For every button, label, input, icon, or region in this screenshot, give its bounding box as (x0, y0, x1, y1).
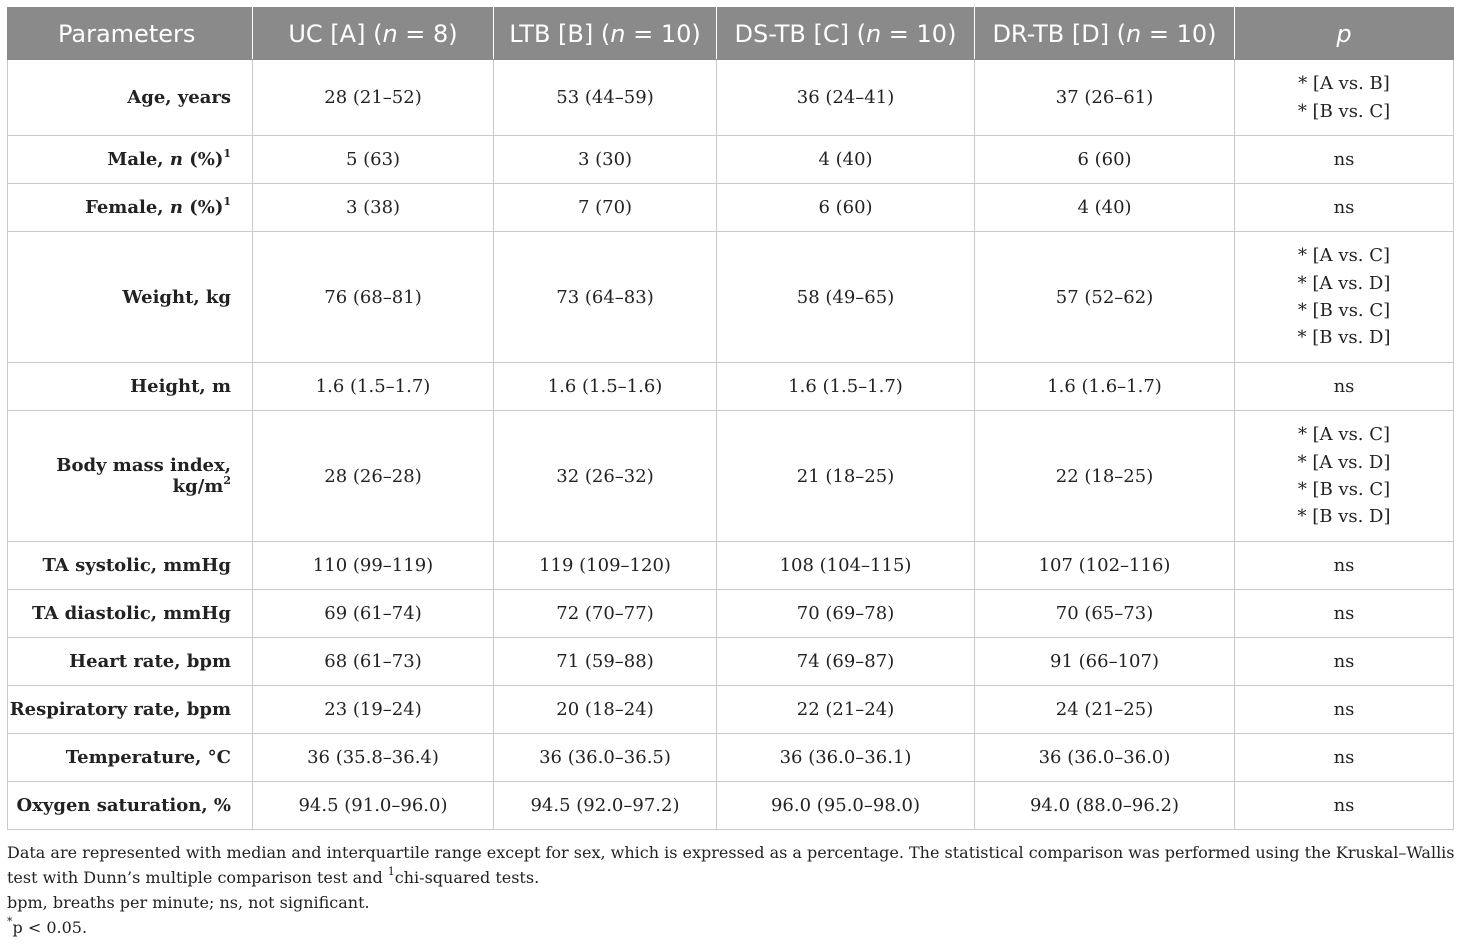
row-label: Heart rate, bpm (8, 638, 253, 686)
p-value-cell: ns (1235, 638, 1454, 686)
row-label: Height, m (8, 363, 253, 411)
table-cell: 1.6 (1.5–1.7) (253, 363, 494, 411)
table-cell: 108 (104–115) (717, 542, 975, 590)
table-row (8, 184, 1454, 232)
table-cell: 76 (68–81) (253, 232, 494, 363)
table-cell: 6 (60) (717, 184, 975, 232)
row-label: Age, years (8, 60, 253, 136)
table-cell: 36 (24–41) (717, 60, 975, 136)
table-row (8, 136, 1454, 184)
table-cell: 73 (64–83) (494, 232, 717, 363)
header-parameters: Parameters (8, 8, 253, 60)
row-label: Respiratory rate, bpm (8, 686, 253, 734)
p-value: * [B vs. D] (1297, 327, 1391, 349)
p-value-cell: ns (1235, 542, 1454, 590)
p-value-cell: ns (1235, 590, 1454, 638)
table-cell: 7 (70) (494, 184, 717, 232)
row-label: Temperature, °C (8, 734, 253, 782)
table-cell: 53 (44–59) (494, 60, 717, 136)
table-cell: 72 (70–77) (494, 590, 717, 638)
table-row (8, 60, 1454, 136)
table-row (8, 638, 1454, 686)
p-value: * [A vs. B] (1298, 73, 1390, 95)
table-cell: 74 (69–87) (717, 638, 975, 686)
p-value: * [B vs. C] (1297, 300, 1391, 321)
table-cell: 4 (40) (975, 184, 1235, 232)
p-value-cell: ns (1235, 184, 1454, 232)
table-cell: 6 (60) (975, 136, 1235, 184)
table-cell: 107 (102–116) (975, 542, 1235, 590)
p-value-cell: ns (1235, 782, 1454, 830)
table-cell: 91 (66–107) (975, 638, 1235, 686)
table-cell: 69 (61–74) (253, 590, 494, 638)
p-value: * [B vs. C] (1297, 100, 1391, 122)
table-cell: 3 (30) (494, 136, 717, 184)
row-label: Body mass index, $kg/m^2$ (8, 411, 253, 542)
p-value-cell (1235, 411, 1454, 542)
p-value: * [A vs. C] (1297, 424, 1391, 446)
row-label: Female, n (%)$^1$ (8, 184, 253, 232)
table-row (8, 411, 1454, 542)
table-row (8, 590, 1454, 638)
table-cell: 58 (49–65) (717, 232, 975, 363)
p-value: * [B vs. D] (1297, 506, 1391, 528)
p-value: * [A vs. C] (1297, 245, 1391, 267)
table-cell: 96.0 (95.0–98.0) (717, 782, 975, 830)
table-footnotes (7, 840, 1457, 940)
parameters-table (7, 7, 1454, 830)
footnote-significance: *p < 0.05. (7, 915, 88, 937)
row-label: TA diastolic, mmHg (8, 590, 253, 638)
p-value-cell: ns (1235, 686, 1454, 734)
table-cell: 32 (26–32) (494, 411, 717, 542)
table-cell: 28 (26–28) (253, 411, 494, 542)
table-cell: 36 (36.0–36.5) (494, 734, 717, 782)
table-cell: 37 (26–61) (975, 60, 1235, 136)
table-cell: 94.0 (88.0–96.2) (975, 782, 1235, 830)
table-cell: 36 (35.8–36.4) (253, 734, 494, 782)
row-label: Oxygen saturation, % (8, 782, 253, 830)
p-value: * [A vs. D] (1297, 272, 1391, 294)
table-cell: 21 (18–25) (717, 411, 975, 542)
header-group-dstb: DS-TB [C] (n = 10) (717, 8, 975, 60)
table-cell: 36 (36.0–36.1) (717, 734, 975, 782)
table-cell: 1.6 (1.5–1.6) (494, 363, 717, 411)
table-cell: 94.5 (92.0–97.2) (494, 782, 717, 830)
p-value: * [A vs. D] (1297, 451, 1391, 473)
table-cell: 3 (38) (253, 184, 494, 232)
table-cell: 70 (65–73) (975, 590, 1235, 638)
header-group-drtb: DR-TB [D] (n = 10) (975, 8, 1235, 60)
table-cell: 22 (18–25) (975, 411, 1235, 542)
table-cell: 94.5 (91.0–96.0) (253, 782, 494, 830)
table-cell: 4 (40) (717, 136, 975, 184)
table-header-row (8, 8, 1454, 60)
row-label: Male, n (%)$^1$ (8, 136, 253, 184)
header-group-ltb: LTB [B] (n = 10) (494, 8, 717, 60)
table-cell: 1.6 (1.6–1.7) (975, 363, 1235, 411)
table-row (8, 782, 1454, 830)
table-cell: 5 (63) (253, 136, 494, 184)
table-cell: 110 (99–119) (253, 542, 494, 590)
table-cell: 24 (21–25) (975, 686, 1235, 734)
table-cell: 70 (69–78) (717, 590, 975, 638)
row-label: TA systolic, mmHg (8, 542, 253, 590)
table-cell: 119 (109–120) (494, 542, 717, 590)
table-cell: 1.6 (1.5–1.7) (717, 363, 975, 411)
row-label: Weight, kg (8, 232, 253, 363)
footnote-abbreviations: bpm, breaths per minute; ns, not significant. (7, 893, 370, 912)
footnote-methods: Data are represented with median and interquartile range except for sex, which is expressed as a percentage. The statistical comparison was performed using the Kruskal–Wallis test with Dunn’s multiple comparison test and $^1$chi-squared tests. (7, 843, 1455, 887)
table-cell: 68 (61–73) (253, 638, 494, 686)
p-value-cell: ns (1235, 734, 1454, 782)
header-p: p (1235, 8, 1454, 60)
table-cell: 57 (52–62) (975, 232, 1235, 363)
table-cell: 20 (18–24) (494, 686, 717, 734)
table-row (8, 232, 1454, 363)
table-row (8, 363, 1454, 411)
p-value-cell (1235, 232, 1454, 363)
header-group-uc: UC [A] (n = 8) (253, 8, 494, 60)
table-cell: 23 (19–24) (253, 686, 494, 734)
p-value-cell (1235, 60, 1454, 136)
table-cell: 28 (21–52) (253, 60, 494, 136)
p-value: * [B vs. C] (1297, 479, 1391, 500)
table-row (8, 686, 1454, 734)
table-cell: 36 (36.0–36.0) (975, 734, 1235, 782)
table-cell: 22 (21–24) (717, 686, 975, 734)
table-row (8, 734, 1454, 782)
p-value-cell: ns (1235, 136, 1454, 184)
table-row (8, 542, 1454, 590)
table-cell: 71 (59–88) (494, 638, 717, 686)
p-value-cell: ns (1235, 363, 1454, 411)
